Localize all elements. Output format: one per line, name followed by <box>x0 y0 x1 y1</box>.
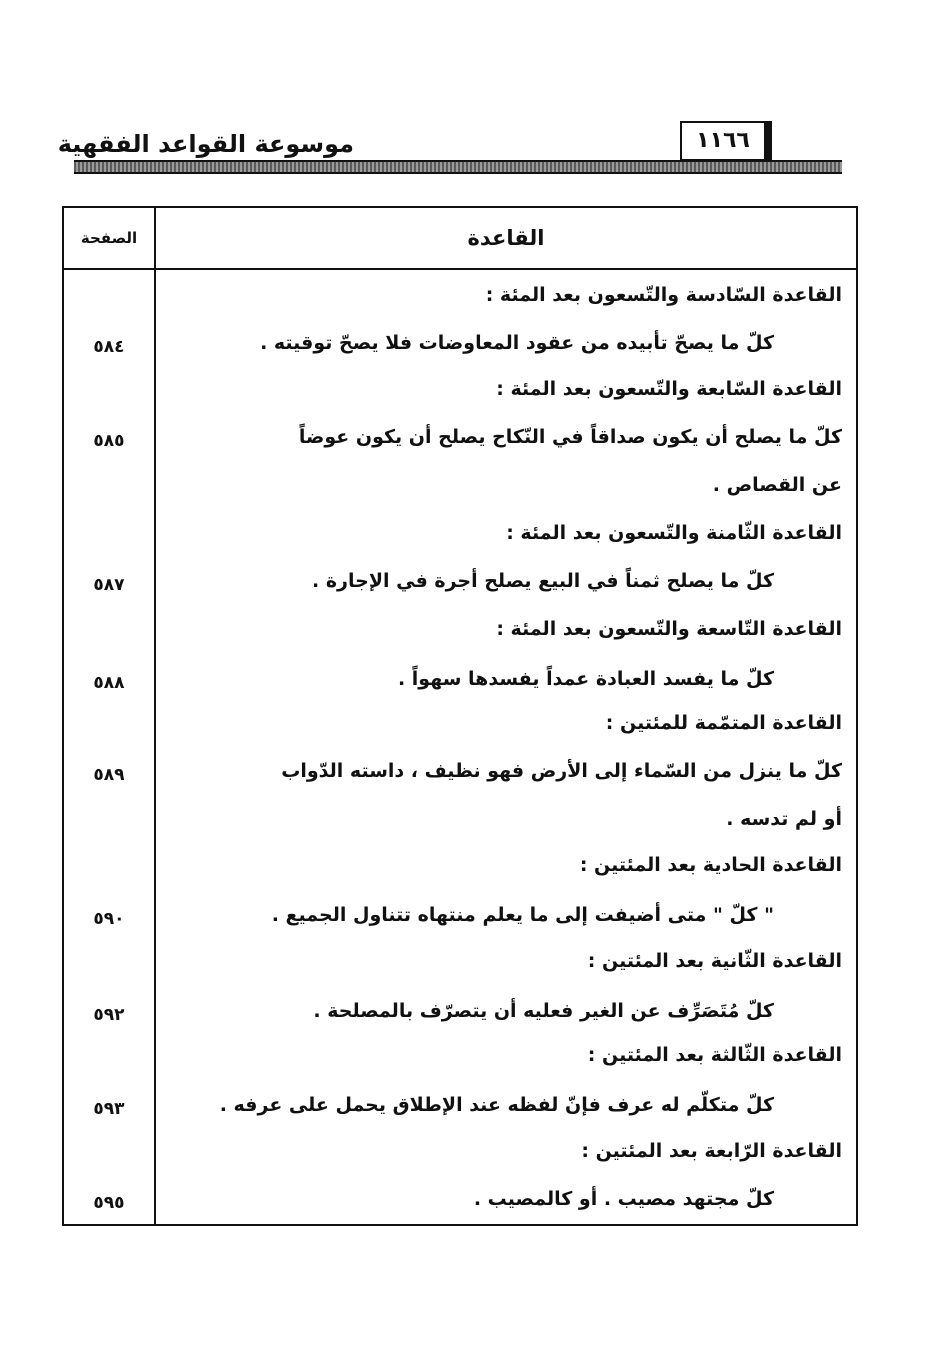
rule-heading: القاعدة التّاسعة والتّسعون بعد المئة : <box>496 618 842 640</box>
rules-index-table <box>62 206 858 1226</box>
rule-heading: القاعدة الحادية بعد المئتين : <box>579 854 842 876</box>
page-reference: ٥٩٥ <box>93 1193 125 1213</box>
rule-text: " كلّ " متى أضيفت إلى ما يعلم منتهاه تتناول الجميع . <box>271 904 774 926</box>
page-reference: ٥٨٤ <box>93 337 125 357</box>
page-reference: ٥٨٥ <box>93 431 125 451</box>
rule-text: كلّ مجتهد مصيب . أو كالمصيب . <box>473 1188 774 1210</box>
rule-heading: القاعدة السّادسة والتّسعون بعد المئة : <box>485 284 842 306</box>
page-reference: ٥٨٨ <box>93 673 125 693</box>
book-title: موسوعة القواعد الفقهية <box>57 130 354 158</box>
rule-text: كلّ مُتَصَرِّف عن الغير فعليه أن يتصرّف بالمصلحة . <box>313 1000 774 1022</box>
rule-text: كلّ ما يفسد العبادة عمداً يفسدها سهواً . <box>397 668 774 690</box>
page-number: ١١٦٦ <box>680 121 772 161</box>
page-reference: ٥٩٣ <box>93 1099 125 1119</box>
rule-column-header: القاعدة <box>467 226 545 250</box>
page-reference: ٥٩٠ <box>93 909 125 929</box>
rule-heading: القاعدة السّابعة والتّسعون بعد المئة : <box>496 378 842 400</box>
rule-text-continuation: عن القصاص . <box>712 474 842 496</box>
rule-text-continuation: أو لم تدسه . <box>726 808 842 830</box>
rule-text: كلّ ما ينزل من السّماء إلى الأرض فهو نظيف ، داسته الدّواب <box>281 760 842 782</box>
rule-text: كلّ متكلّم له عرف فإنّ لفظه عند الإطلاق يحمل على عرفه . <box>219 1094 774 1116</box>
rule-text: كلّ ما يصلح ثمناً في البيع يصلح أجرة في الإجارة . <box>312 570 774 592</box>
rule-text: كلّ ما يصحّ تأبيده من عقود المعاوضات فلا يصحّ توقيته . <box>260 332 774 354</box>
header-row-divider <box>64 268 856 270</box>
rule-text: كلّ ما يصلح أن يكون صداقاً في النّكاح يصلح أن يكون عوضاً <box>298 426 842 448</box>
column-divider <box>154 208 156 1224</box>
page-reference: ٥٩٢ <box>93 1005 125 1025</box>
rule-heading: القاعدة الثّالثة بعد المئتين : <box>587 1044 842 1066</box>
header-rule <box>74 160 842 174</box>
rule-heading: القاعدة الرّابعة بعد المئتين : <box>581 1140 842 1162</box>
page-reference: ٥٨٧ <box>93 575 125 595</box>
rule-heading: القاعدة المتمّمة للمئتين : <box>605 712 842 734</box>
rule-heading: القاعدة الثّانية بعد المئتين : <box>587 950 842 972</box>
page-reference: ٥٨٩ <box>93 765 125 785</box>
page-column-header: الصفحة <box>80 229 138 247</box>
page-header <box>57 118 846 182</box>
rule-heading: القاعدة الثّامنة والتّسعون بعد المئة : <box>506 522 842 544</box>
